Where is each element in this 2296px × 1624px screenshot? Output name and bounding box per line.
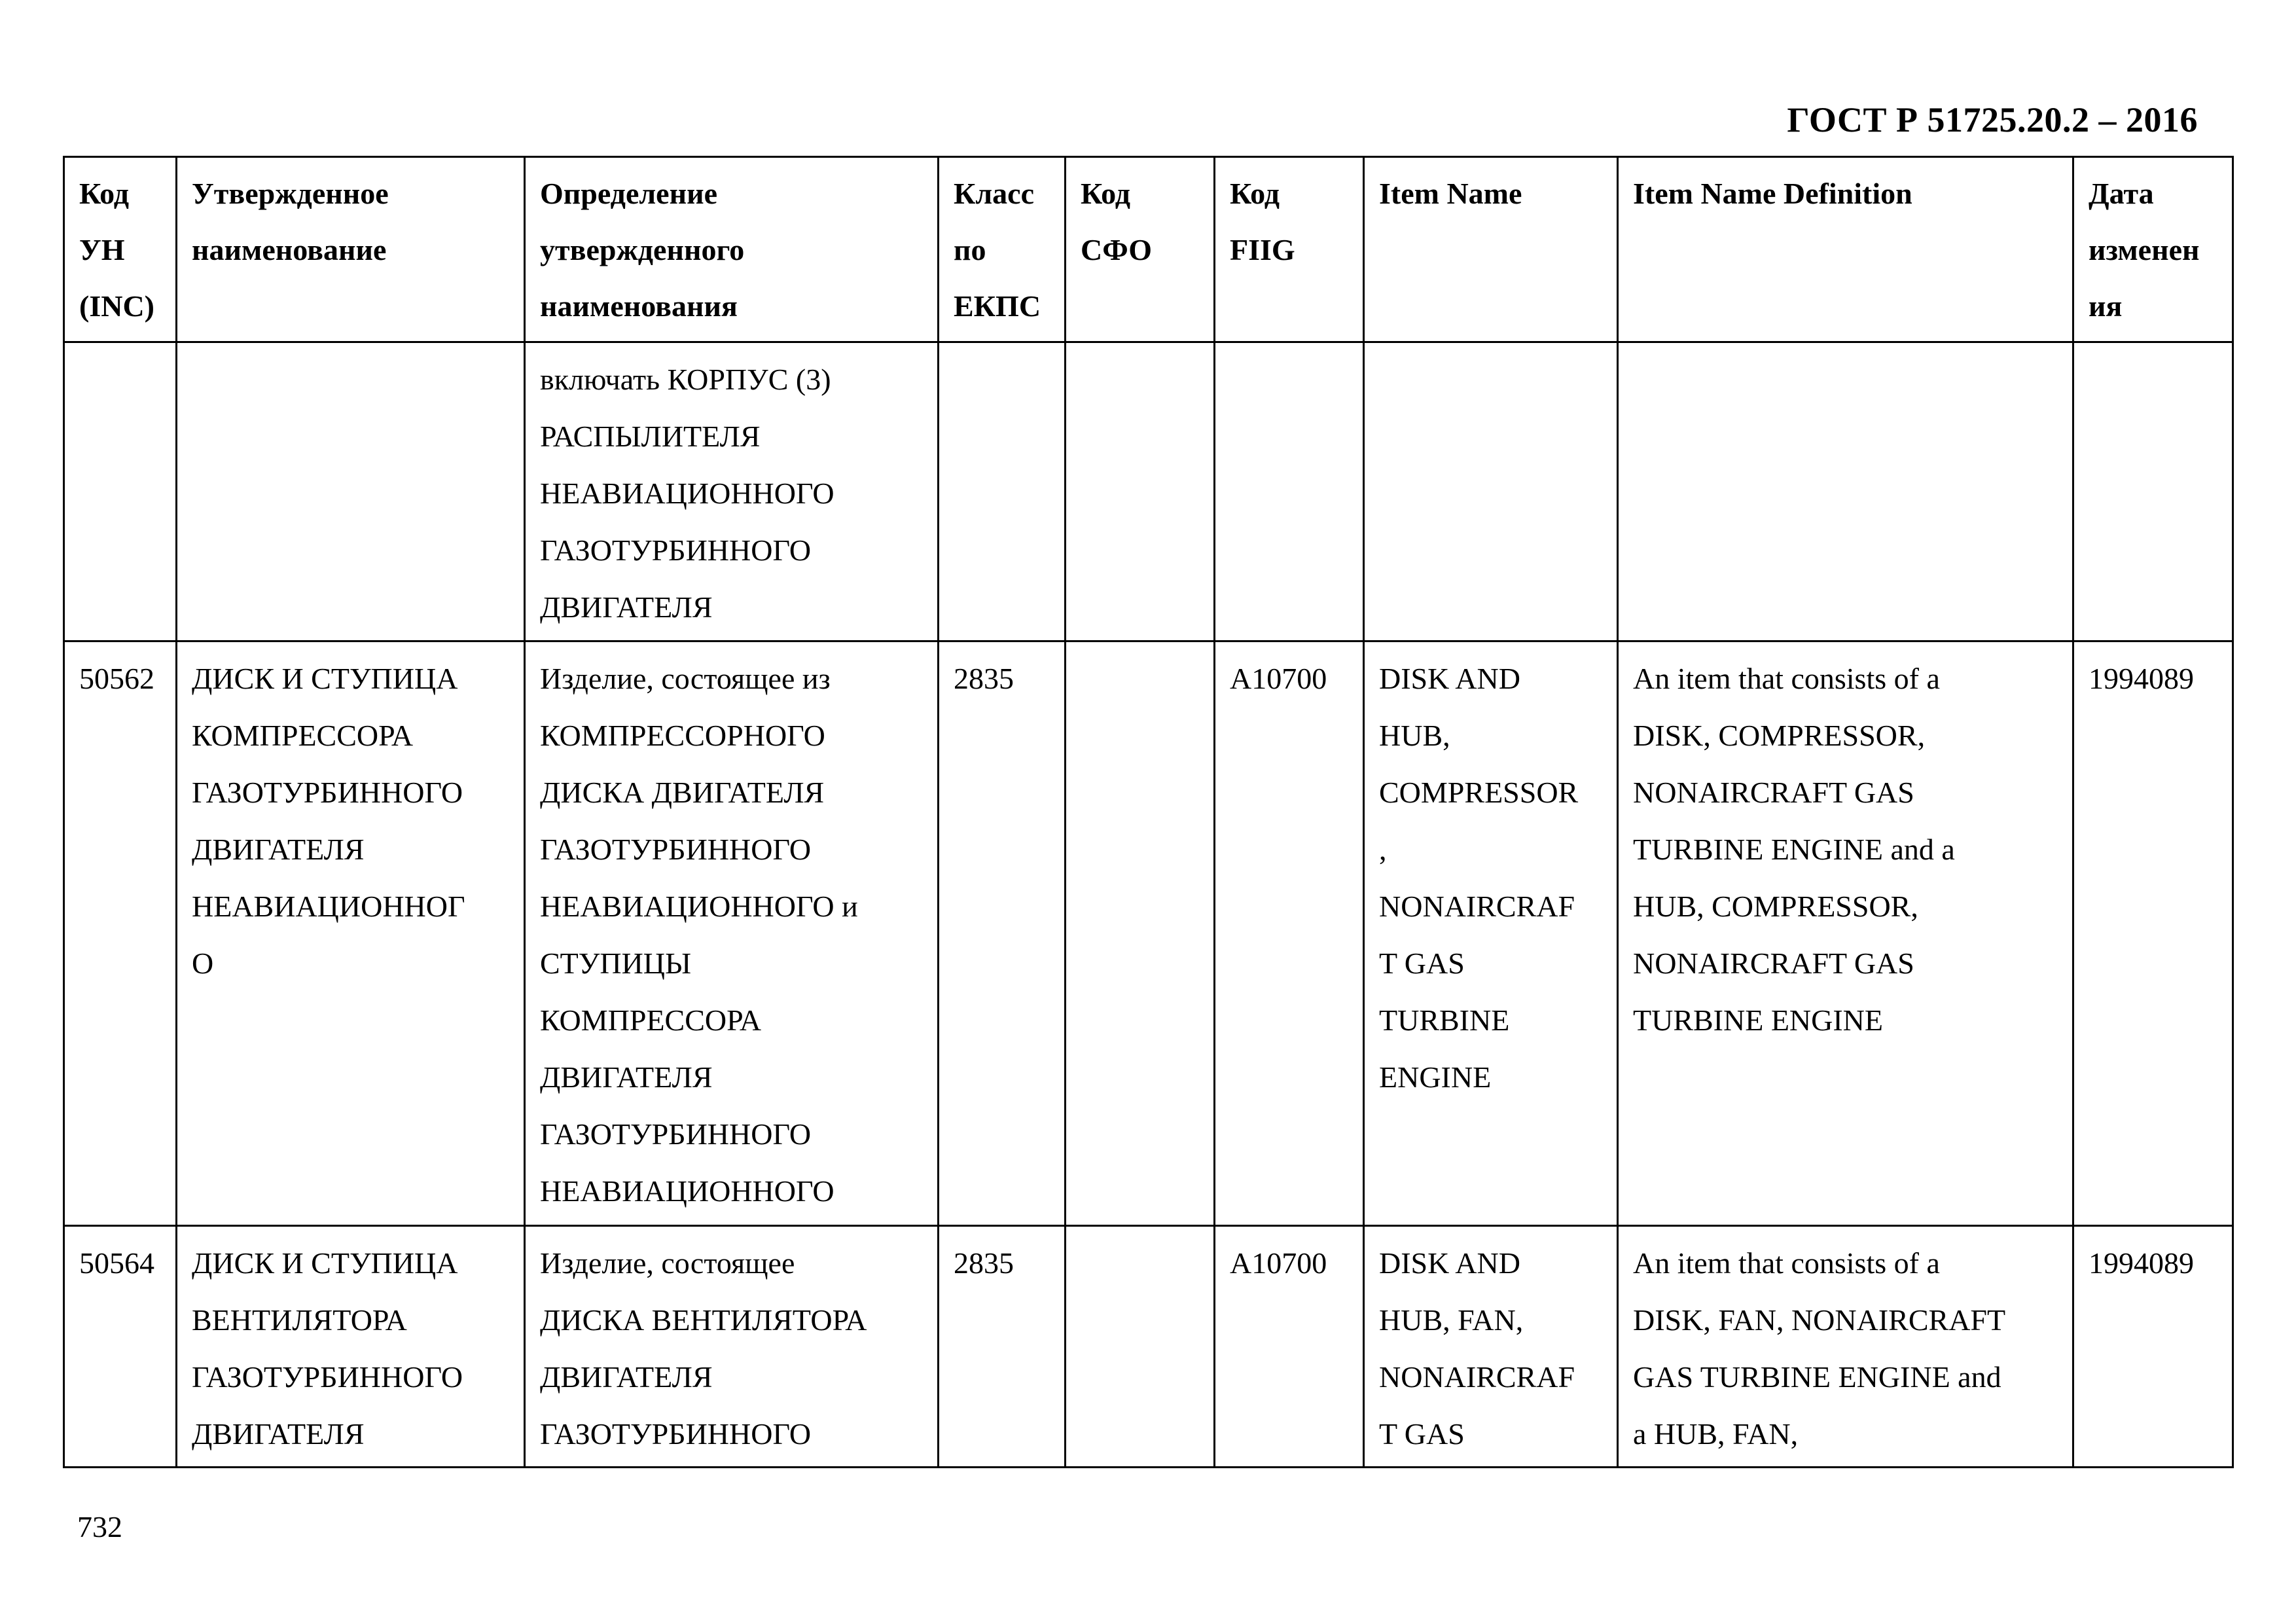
cell-ekps-class: 2835	[939, 1226, 1066, 1468]
cell-fiig-code	[1215, 342, 1364, 641]
column-header-fiig-code: Код FIIG	[1215, 157, 1364, 342]
cell-sfo-code	[1066, 1226, 1215, 1468]
column-header-item-name-definition: Item Name Definition	[1618, 157, 2073, 342]
table-row	[64, 641, 2233, 1226]
cell-definition: включать КОРПУС (3) РАСПЫЛИТЕЛЯ НЕАВИАЦИОННОГО ГАЗОТУРБИННОГО ДВИГАТЕЛЯ	[525, 342, 939, 641]
cell-definition: Изделие, состоящее из КОМПРЕССОРНОГО ДИСКА ДВИГАТЕЛЯ ГАЗОТУРБИННОГО НЕАВИАЦИОННОГО и СТУПИЦЫ КОМПРЕССОРА ДВИГАТЕЛЯ ГАЗОТУРБИННОГО НЕАВИАЦИОННОГО	[525, 641, 939, 1226]
cell-item-name-definition	[1618, 342, 2073, 641]
page-number: 732	[77, 1510, 122, 1543]
column-header-inc: Код УН (INC)	[64, 157, 177, 342]
cell-item-name-definition: An item that consists of a DISK, FAN, NONAIRCRAFT GAS TURBINE ENGINE and a HUB, FAN,	[1618, 1226, 2073, 1468]
document-title: ГОСТ Р 51725.20.2 – 2016	[1787, 100, 2198, 139]
cell-approved-name: ДИСК И СТУПИЦА КОМПРЕССОРА ГАЗОТУРБИННОГО ДВИГАТЕЛЯ НЕАВИАЦИОННОГ О	[177, 641, 525, 1226]
cell-approved-name	[177, 342, 525, 641]
column-header-item-name: Item Name	[1364, 157, 1618, 342]
cell-change-date: 1994089	[2073, 1226, 2233, 1468]
cell-item-name	[1364, 342, 1618, 641]
cell-item-name-definition: An item that consists of a DISK, COMPRESSOR, NONAIRCRAFT GAS TURBINE ENGINE and a HUB, COMPRESSOR, NONAIRCRAFT GAS TURBINE ENGINE	[1618, 641, 2073, 1226]
table-row	[64, 1226, 2233, 1468]
cell-change-date	[2073, 342, 2233, 641]
cell-change-date: 1994089	[2073, 641, 2233, 1226]
cell-inc	[64, 342, 177, 641]
cell-ekps-class	[939, 342, 1066, 641]
nomenclature-table	[63, 156, 2234, 1468]
column-header-change-date: Дата изменен ия	[2073, 157, 2233, 342]
cell-inc: 50562	[64, 641, 177, 1226]
cell-sfo-code	[1066, 641, 1215, 1226]
column-header-definition: Определение утвержденного наименования	[525, 157, 939, 342]
cell-fiig-code: A10700	[1215, 641, 1364, 1226]
column-header-approved-name: Утвержденное наименование	[177, 157, 525, 342]
cell-item-name: DISK AND HUB, COMPRESSOR , NONAIRCRAF T GAS TURBINE ENGINE	[1364, 641, 1618, 1226]
cell-approved-name: ДИСК И СТУПИЦА ВЕНТИЛЯТОРА ГАЗОТУРБИННОГО ДВИГАТЕЛЯ	[177, 1226, 525, 1468]
cell-sfo-code	[1066, 342, 1215, 641]
column-header-sfo-code: Код СФО	[1066, 157, 1215, 342]
cell-inc: 50564	[64, 1226, 177, 1468]
cell-fiig-code: A10700	[1215, 1226, 1364, 1468]
table-row	[64, 342, 2233, 641]
cell-item-name: DISK AND HUB, FAN, NONAIRCRAF T GAS	[1364, 1226, 1618, 1468]
column-header-ekps-class: Класс по ЕКПС	[939, 157, 1066, 342]
table-header-row	[64, 157, 2233, 342]
cell-ekps-class: 2835	[939, 641, 1066, 1226]
cell-definition: Изделие, состоящее ДИСКА ВЕНТИЛЯТОРА ДВИГАТЕЛЯ ГАЗОТУРБИННОГО	[525, 1226, 939, 1468]
